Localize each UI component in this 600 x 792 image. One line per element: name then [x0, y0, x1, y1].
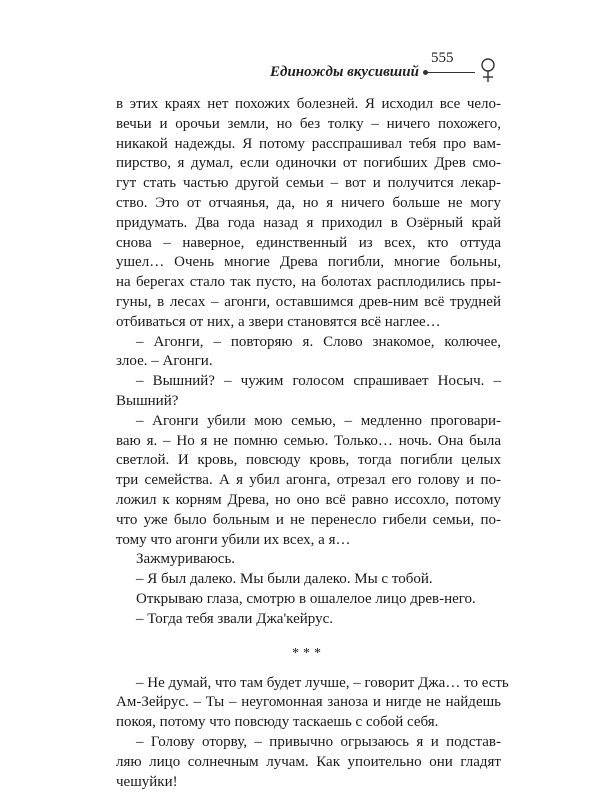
text-line: гуны, в лесах – агонги, оставшимся древ-ним всё трудней [116, 293, 501, 313]
text-line: покоя, потому что повсюду таскаешь с собой себя. [116, 713, 501, 733]
text-line: светлой. И кровь, повсюду кровь, тогда погибли целых [116, 451, 501, 471]
text-block-before [116, 95, 501, 630]
text-line: – Агонги, – повторяю я. Слово знакомое, колючее, [116, 333, 501, 353]
text-line: в этих краях нет похожих болезней. Я исходил все чело- [116, 95, 501, 115]
text-line: чешуйки! [116, 773, 501, 792]
text-line: отбиваться от них, а звери становятся всё наглее… [116, 313, 501, 333]
text-line: ваю я. – Но я не помню семью. Только… ночь. Она была [116, 432, 501, 452]
text-line: Ам-Зейрус. – Ты – неугомонная заноза и нигде не найдешь [116, 693, 501, 713]
text-line: Вышний? [116, 392, 501, 412]
text-line: – Тогда тебя звали Джа'кейрус. [116, 610, 501, 630]
text-line: – Голову оторву, – привычно огрызаюсь я и подстав- [116, 733, 501, 753]
text-line: пирство, я думал, если одиночки от погибших Древ смо- [116, 154, 501, 174]
text-block-after [116, 674, 501, 792]
text-line: ушел… Очень многие Древа погибли, многие больны, [116, 253, 501, 273]
text-line: злое. – Агонги. [116, 352, 501, 372]
text-line: никакой надежды. Я потому расспрашивал тебя про вам- [116, 135, 501, 155]
header-rule [427, 72, 475, 73]
running-title: Единожды вкусивший [270, 64, 419, 81]
body-text [116, 95, 501, 792]
text-line: – Я был далеко. Мы были далеко. Мы с тобой. [116, 570, 501, 590]
text-line: – Не думай, что там будет лучше, – говорит Джа… то есть [116, 674, 501, 694]
text-line: придумать. Два года назад я приходил в Озёрный край [116, 214, 501, 234]
text-line: вечьи и орочьи земли, но без толку – ничего похожего, [116, 115, 501, 135]
text-line: ство. Это от отчаянья, да, но я ничего больше не могу [116, 194, 501, 214]
text-line: три семейства. А я убил агонга, отрезал его голову и по- [116, 471, 501, 491]
text-line: гут стать частью другой семьи – вот и получится лекар- [116, 174, 501, 194]
page-number: 555 [431, 50, 454, 67]
section-separator: *** [116, 644, 501, 664]
text-line: – Вышний? – чужим голосом спрашивает Носыч. – [116, 372, 501, 392]
text-line: Открываю глаза, смотрю в ошалелое лицо древ-него. [116, 590, 501, 610]
female-symbol-icon [478, 56, 498, 84]
text-line: – Агонги убили мою семью, – медленно проговари- [116, 412, 501, 432]
text-line: на берегах стало так пусто, на болотах расплодились пры- [116, 273, 501, 293]
text-line: тому что агонги убили их всех, а я… [116, 531, 501, 551]
text-line: Зажмуриваюсь. [116, 550, 501, 570]
text-line: снова – наверное, единственный из всех, кто оттуда [116, 234, 501, 254]
text-line: ложил к корням Древа, но оно всё равно иссохло, потому [116, 491, 501, 511]
running-header [0, 50, 600, 90]
text-line: ляю лицо солнечным лучам. Как упоительно они гладят [116, 753, 501, 773]
text-line: что уже было больным и не перенесло гибели семьи, по- [116, 511, 501, 531]
